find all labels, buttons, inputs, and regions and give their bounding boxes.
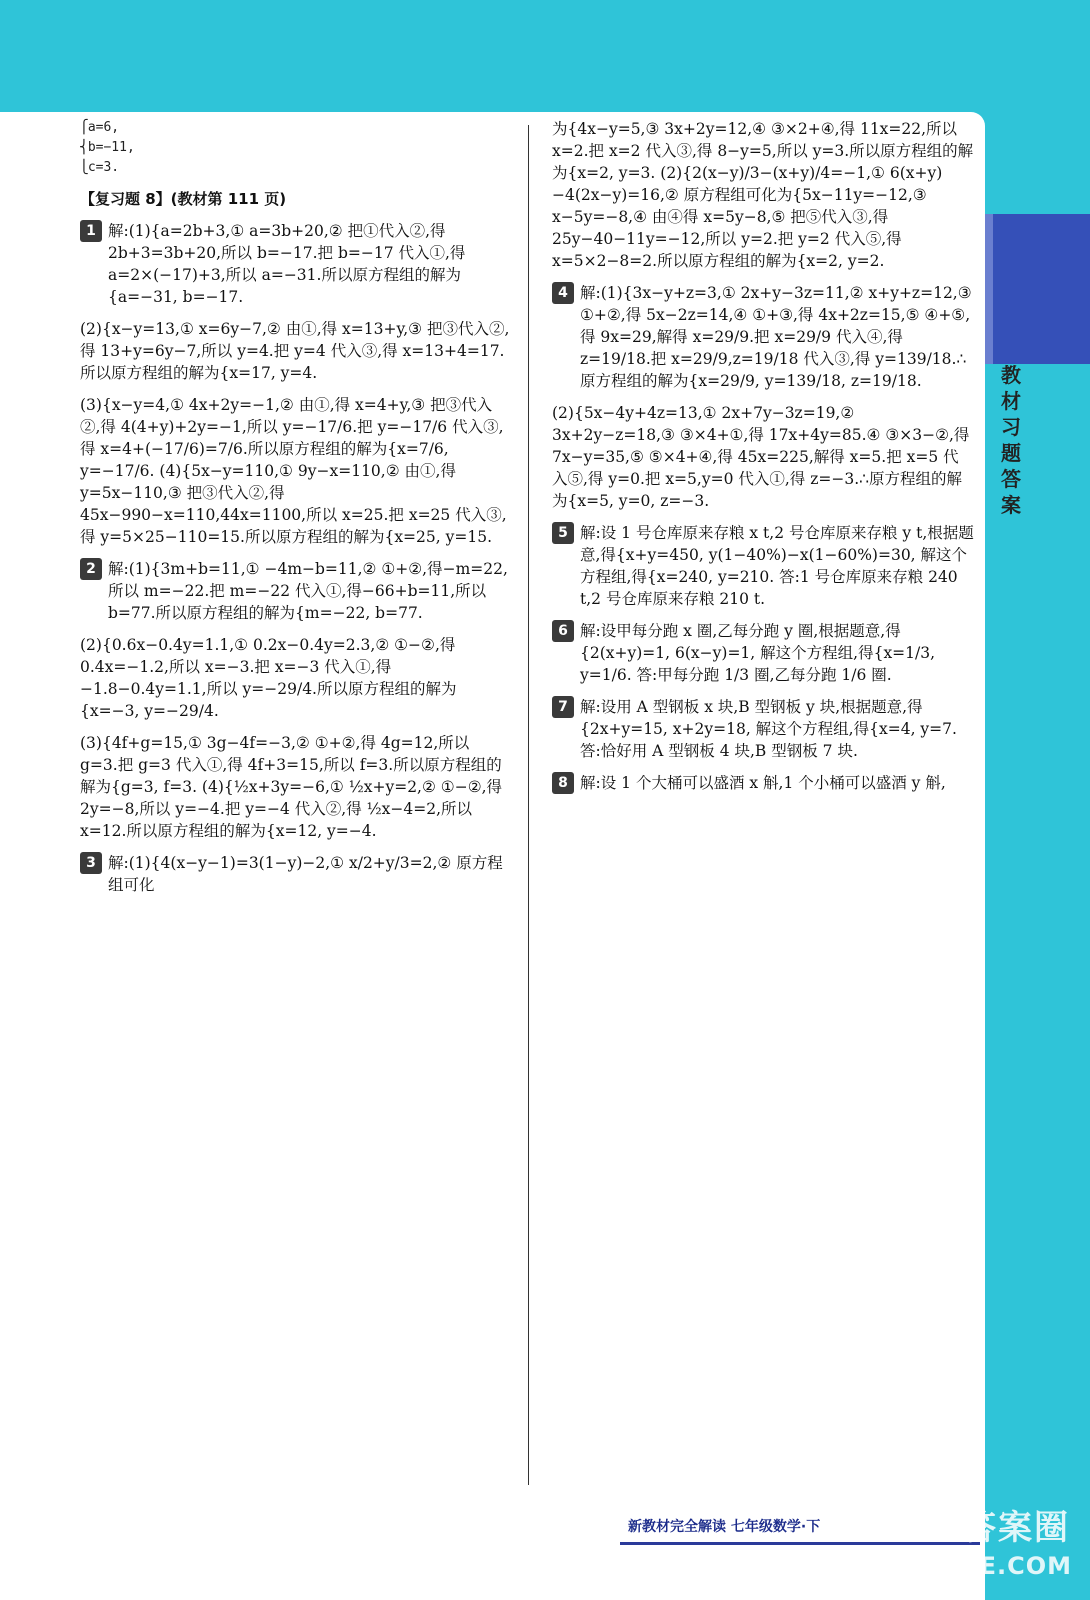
problem-text: 解:(1){4(x−y−1)=3(1−y)−2,① x/2+y/3=2,② 原方程组可化	[108, 854, 503, 894]
problem-number-badge: 3	[80, 852, 102, 874]
problem-number-badge: 7	[552, 696, 574, 718]
problem-3-continued: 为{4x−y=5,③ 3x+2y=12,④ ③×2+④,得 11x=22,所以 x=2.把 x=2 代入③,得 8−y=5,所以 y=3.所以原方程组的解为{x=2, y=3. (2){2(x−y)/3−(x+y)/4=−1,① 6(x+y)−4(2x−y)=16,② 原方程组可化为{5x−11y=−12,③ x−5y=−8,④ 由④得 x=5y−8,⑤ 把⑤代入③,得 25y−40−11y=−12,所以 y=2.把 y=2 代入⑤,得 x=5×2−8=2.所以原方程组的解为{x=2, y=2.	[552, 120, 974, 270]
problem-2-part-2: (2){0.6x−0.4y=1.1,① 0.2x−0.4y=2.3,② ①−②,得 0.4x=−1.2,所以 x=−3.把 x=−3 代入①,得−1.8−0.4y=1.1,所以 y=−29/4.所以原方程组的解为{x=−3, y=−29/4.	[80, 636, 457, 720]
problem-text: 解:(1){3m+b=11,① −4m−b=11,② ①+②,得−m=22,所以 m=−22.把 m=−22 代入①,得−66+b=11,所以 b=77.所以原方程组的解为{m=−22, b=77.	[108, 560, 508, 622]
problem-text: 解:设甲每分跑 x 圈,乙每分跑 y 圈,根据题意,得{2(x+y)=1, 6(x−y)=1, 解这个方程组,得{x=1/3, y=1/6. 答:甲每分跑 1/3 圈,乙每分跑 1/6 圈.	[580, 622, 936, 684]
problem-text: 解:(1){a=2b+3,① a=3b+20,② 把①代入②,得 2b+3=3b+20,所以 b=−17.把 b=−17 代入①,得 a=2×(−17)+3,所以 a=−31.所以原方程组的解为{a=−31, b=−17.	[108, 222, 466, 306]
right-column	[552, 118, 974, 804]
problem-text: 解:设用 A 型钢板 x 块,B 型钢板 y 块,根据题意,得{2x+y=15, x+2y=18, 解这个方程组,得{x=4, y=7. 答:恰好用 A 型钢板 4 块,B 型钢板 7 块.	[580, 698, 957, 760]
section-heading: 【复习题 8】(教材第 111 页)	[80, 190, 287, 208]
problem-number-badge: 8	[552, 772, 574, 794]
problem-6	[552, 620, 974, 686]
footer-book-title: 新教材完全解读 七年级数学·下	[628, 1519, 821, 1535]
problem-1	[80, 220, 510, 308]
problem-5	[552, 522, 974, 610]
problem-1-part-2: (2){x−y=13,① x=6y−7,② 由①,得 x=13+y,③ 把③代入②,得 13+y=6y−7,所以 y=4.把 y=4 代入③,得 x=13+4=17.所以原方程组的解为{x=17, y=4.	[80, 320, 510, 382]
problem-2	[80, 558, 510, 624]
problem-3	[80, 852, 510, 896]
watermark-logo: 答案圈	[962, 1508, 1070, 1548]
problem-number-badge: 5	[552, 522, 574, 544]
watermark	[880, 1500, 1080, 1590]
problem-4-part-2: (2){5x−4y+4z=13,① 2x+7y−3z=19,② 3x+2y−z=18,③ ③×4+①,得 17x+4y=85.④ ③×3−②,得 7x−y=35,⑤ ⑤×4+④,得 45x=225,解得 x=5.把 x=5 代入⑤,得 y=0.把 x=5,y=0 代入①,得 z=−3.∴原方程组的解为{x=5, y=0, z=−3.	[552, 404, 970, 510]
problem-number-badge: 1	[80, 220, 102, 242]
problem-4	[552, 282, 974, 392]
side-tab	[985, 214, 1090, 364]
side-tab-edge	[985, 214, 993, 364]
problem-text: 解:(1){3x−y+z=3,① 2x+y−3z=11,② x+y+z=12,③ ①+②,得 5x−2z=14,④ ①+③,得 4x+2z=15,⑤ ④+⑤,得 9x=29,解得 x=29/9.把 x=29/9 代入④,得 z=19/18.把 x=29/9,z=19/18 代入③,得 y=139/18.∴原方程组的解为{x=29/9, y=139/18, z=19/18.	[580, 284, 972, 390]
problem-number-badge: 2	[80, 558, 102, 580]
column-divider	[528, 125, 529, 1485]
system-of-equations: ⎧a=6, ⎨b=−11, ⎩c=3.	[80, 120, 135, 175]
problem-text: 解:设 1 个大桶可以盛酒 x 斛,1 个小桶可以盛酒 y 斛,	[580, 774, 946, 792]
problem-text: 解:设 1 号仓库原来存粮 x t,2 号仓库原来存粮 y t,根据题意,得{x+y=450, y(1−40%)−x(1−60%)=30, 解这个方程组,得{x=240, y=210. 答:1 号仓库原来存粮 240 t,2 号仓库原来存粮 210 t.	[580, 524, 974, 608]
side-tab-label: 教材习题答案	[1001, 363, 1021, 517]
problem-7	[552, 696, 974, 762]
problem-8	[552, 772, 974, 794]
problem-2-part-3-4: (3){4f+g=15,① 3g−4f=−3,② ①+②,得 4g=12,所以 g=3.把 g=3 代入①,得 4f+3=15,所以 f=3.所以原方程组的解为{g=3, f=3. (4){½x+3y=−6,① ½x+y=2,② ①−②,得 2y=−8,所以 y=−4.把 y=−4 代入②,得 ½x−4=2,所以 x=12.所以原方程组的解为{x=12, y=−4.	[80, 734, 503, 840]
problem-number-badge: 4	[552, 282, 574, 304]
left-column	[80, 118, 510, 906]
problem-1-part-3-4: (3){x−y=4,① 4x+2y=−1,② 由①,得 x=4+y,③ 把③代入②,得 4(4+y)+2y=−1,所以 y=−17/6.把 y=−17/6 代入③,得 x=4+(−17/6)=7/6.所以原方程组的解为{x=7/6, y=−17/6. (4){5x−y=110,① 9y−x=110,② 由①,得 y=5x−110,③ 把③代入②,得 45x−990−x=110,44x=1100,所以 x=25.把 x=25 代入③,得 y=5×25−110=15.所以原方程组的解为{x=25, y=15.	[80, 396, 507, 546]
problem-number-badge: 6	[552, 620, 574, 642]
watermark-url: MXQE.COM	[913, 1552, 1072, 1580]
